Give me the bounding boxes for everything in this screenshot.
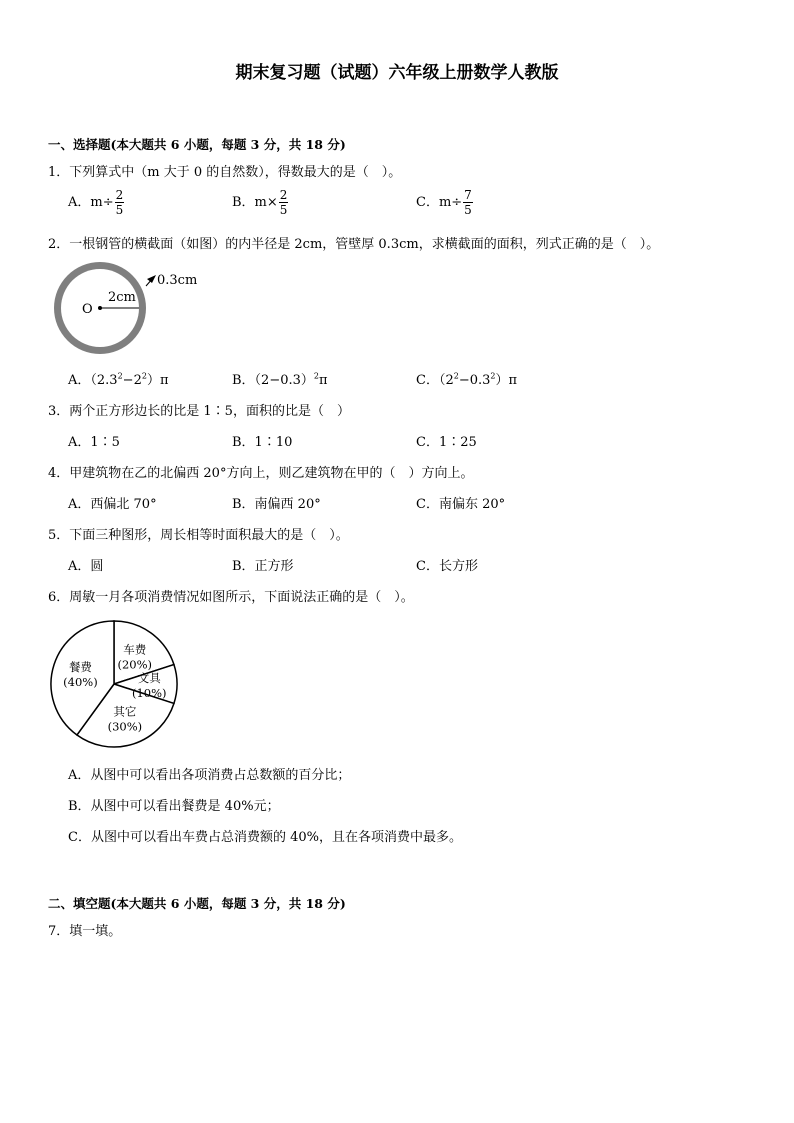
pipe-cross-section-figure: [40, 262, 210, 366]
pie-slice-label: 餐费: [68, 660, 92, 675]
pie-slice-label: 其它: [113, 704, 137, 719]
wall-arrow-head: [147, 275, 156, 283]
question-5-stem: 5．下面三种图形，周长相等时面积最大的是（ ）。: [48, 528, 349, 543]
question-2-stem: 2．一根钢管的横截面（如图）的内半径是 2cm，管壁厚 0.3cm，求横截面的面积，列式正确的是（ ）。: [48, 237, 660, 252]
q3-option-c: C．1∶25: [416, 435, 477, 450]
fraction-denominator: 5: [464, 203, 472, 217]
question-6-stem: 6．周敏一月各项消费情况如图所示，下面说法正确的是（ ）。: [48, 590, 414, 605]
consumption-pie-chart: [46, 616, 182, 752]
q1-option-b-prefix: B．m×: [232, 195, 278, 210]
pie-slice-label: 文具: [137, 671, 161, 685]
question-4-stem: 4．甲建筑物在乙的北偏西 20°方向上，则乙建筑物在甲的（ ）方向上。: [48, 466, 474, 481]
q2-option-c: [416, 369, 517, 388]
q2-option-c-part2: −0.3: [458, 373, 491, 388]
superscript: 2: [453, 371, 459, 381]
superscript: 2: [313, 371, 319, 381]
page-title: 期末复习题（试题）六年级上册数学人教版: [235, 63, 559, 83]
q2-option-a: [68, 369, 168, 388]
superscript: 2: [490, 371, 496, 381]
q6-option-c: C．从图中可以看出车费占总消费额的 40%，且在各项消费中最多。: [68, 830, 462, 845]
pie-slice-percent-label: (10%): [132, 686, 167, 700]
question-7-stem: 7．填一填。: [48, 924, 122, 939]
q2-option-a-part1: A．（2.3: [68, 373, 118, 388]
q1-option-c: [416, 188, 473, 217]
q5-option-b: B．正方形: [232, 559, 294, 574]
q2-option-a-part2: −2: [122, 373, 142, 388]
fraction: [279, 188, 289, 217]
question-3-stem: 3．两个正方形边长的比是 1∶5，面积的比是（ ）: [48, 404, 350, 419]
q2-option-b: [232, 369, 328, 388]
fraction-denominator: 5: [115, 203, 124, 217]
fraction-numerator: 2: [279, 188, 288, 202]
q2-option-a-part3: ）π: [146, 373, 169, 388]
fraction: [115, 188, 125, 217]
pie-slice-label: 车费: [123, 642, 147, 657]
q2-option-c-part1: C．（2: [416, 373, 454, 388]
center-label: O: [82, 302, 93, 317]
pie-slice-percent-label: (40%): [63, 675, 98, 690]
section-header-choice: 一、选择题(本大题共 6 小题，每题 3 分，共 18 分): [48, 137, 346, 152]
q3-option-b: B．1∶10: [232, 435, 293, 450]
q4-option-b: B．南偏西 20°: [232, 497, 321, 512]
superscript: 2: [117, 371, 123, 381]
q2-option-b-part2: π: [319, 373, 328, 388]
q1-option-b: [232, 188, 288, 217]
section-header-fill-blank: 二、填空题(本大题共 6 小题，每题 3 分，共 18 分): [48, 896, 346, 911]
fraction-numerator: 7: [464, 188, 472, 202]
q2-option-c-part3: ）π: [495, 373, 518, 388]
superscript: 2: [141, 371, 147, 381]
question-1-stem: 1．下列算式中（m 大于 0 的自然数），得数最大的是（ ）。: [48, 165, 402, 180]
q1-option-a: [68, 188, 124, 217]
q1-option-a-prefix: A．m÷: [68, 195, 114, 210]
q6-option-a: A．从图中可以看出各项消费占总数额的百分比；: [68, 768, 351, 783]
q6-option-b: B．从图中可以看出餐费是 40%元；: [68, 799, 280, 814]
fraction: [463, 188, 473, 217]
q4-option-a: A．西偏北 70°: [68, 497, 157, 512]
q4-option-c: C．南偏东 20°: [416, 497, 506, 512]
fraction-denominator: 5: [279, 203, 288, 217]
pie-slice-percent-label: (20%): [117, 657, 153, 672]
q2-option-b-part1: B．（2−0.3）: [232, 373, 314, 388]
pie-slice-percent-label: (30%): [107, 719, 143, 734]
wall-thickness-label: 0.3cm: [157, 273, 198, 288]
fraction-numerator: 2: [115, 188, 124, 202]
q5-option-a: A．圆: [68, 559, 104, 574]
q3-option-a: A．1∶5: [68, 435, 120, 450]
inner-radius-label: 2cm: [108, 290, 136, 305]
q5-option-c: C．长方形: [416, 559, 478, 574]
q1-option-c-prefix: C．m÷: [416, 195, 463, 210]
